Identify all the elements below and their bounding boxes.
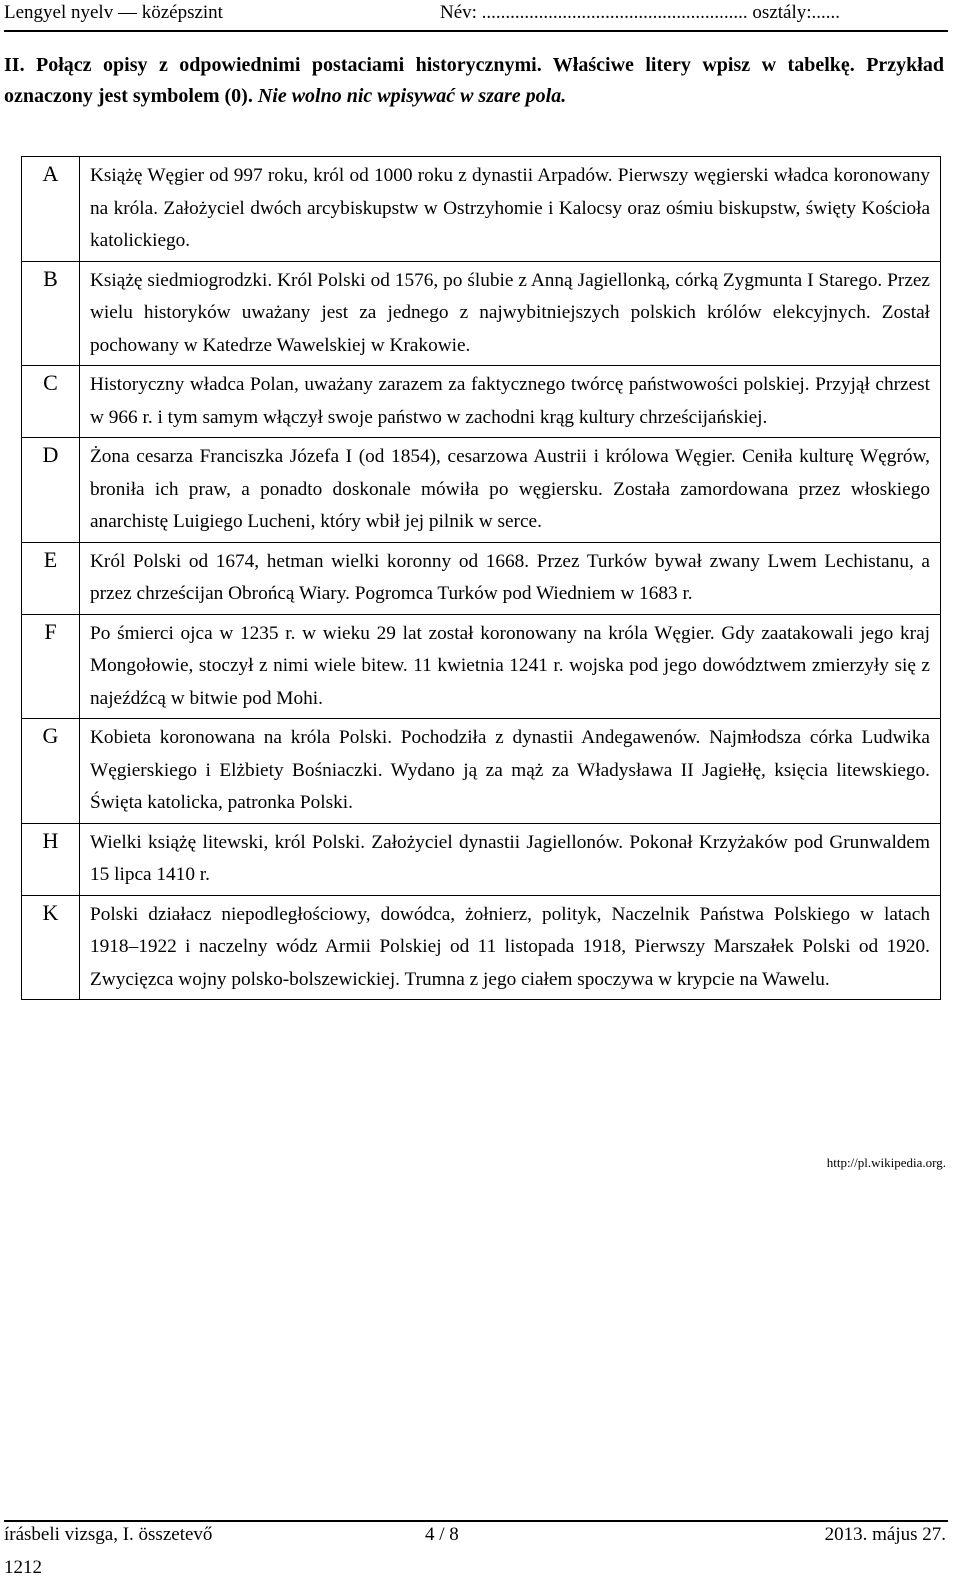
footer-exam-part: írásbeli vizsga, I. összetevő [4, 1524, 213, 1545]
table-row [22, 614, 941, 719]
row-description: Polski działacz niepodległościowy, dowódca, żołnierz, polityk, Naczelnik Państwa Polskiego w latach 1918–1922 i naczelny wódz Armii Polskiej od 11 listopada 1918, Pierwszy Marszałek Polski od 1920. Zwycięzca wojny polsko-bolszewickiej. Trumna z jego ciałem spoczywa w krypcie na Wawelu. [80, 895, 941, 1000]
row-description: Historyczny władca Polan, uważany zarazem za faktycznego twórcę państwowości polskiej. Przyjął chrzest w 966 r. i tym samym włączył swoje państwo w zachodni krąg kultury chrześcijańskiej. [80, 366, 941, 438]
footer-date: 2013. május 27. [824, 1524, 946, 1545]
table-row [22, 542, 941, 614]
page-footer [0, 1524, 960, 1564]
row-description: Żona cesarza Franciszka Józefa I (od 1854), cesarzowa Austrii i królowa Węgier. Ceniła kulturę Węgrów, broniła ich praw, a ponadto doskonale mówiła po węgiersku. Została zamordowana przez włoskiego anarchistę Luigiego Lucheni, który wbił jej pilnik w serce. [80, 438, 941, 543]
instruction-main: II. Połącz opisy z odpowiednimi postaciami historycznymi. Właściwe litery wpisz w tabelkę. Przykład oznaczony jest symbolem (0). [4, 54, 944, 107]
footer-code: 1212 [4, 1557, 42, 1578]
row-letter: H [22, 823, 80, 895]
table-row [22, 823, 941, 895]
row-description: Kobieta koronowana na króla Polski. Pochodziła z dynastii Andegawenów. Najmłodsza córka Ludwika Węgierskiego i Elżbiety Bośniaczki. Wydano ją za mąż za Władysława II Jagiełłę, księcia litewskiego. Święta katolicka, patronka Polski. [80, 719, 941, 824]
row-letter: F [22, 614, 80, 719]
source-link: http://pl.wikipedia.org. [826, 1155, 946, 1170]
row-description: Książę siedmiogrodzki. Król Polski od 1576, po ślubie z Anną Jagiellonką, córką Zygmunta I Starego. Przez wielu historyków uważany jest za jednego z najwybitniejszych polskich królów elekcyjnych. Został pochowany w Katedrze Wawelskiej w Krakowie. [80, 261, 941, 366]
table-row [22, 719, 941, 824]
row-description: Król Polski od 1674, hetman wielki koronny od 1668. Przez Turków bywał zwany Lwem Lechistanu, a przez chrześcijan Obrońcą Wiary. Pogromca Turków pod Wiedniem w 1683 r. [80, 542, 941, 614]
instruction-italic: Nie wolno nic wpisywać w szare pola. [257, 85, 567, 107]
row-letter: A [22, 157, 80, 262]
row-letter: G [22, 719, 80, 824]
table-row [22, 261, 941, 366]
table-row [22, 895, 941, 1000]
footer-divider [4, 1520, 948, 1522]
header-divider [4, 30, 948, 32]
row-letter: B [22, 261, 80, 366]
row-description: Książę Węgier od 997 roku, król od 1000 roku z dynastii Arpadów. Pierwszy węgierski władca koronowany na króla. Założyciel dwóch arcybiskupstw w Ostrzyhomie i Kalocsy oraz ośmiu biskupstw, święty Kościoła katolickiego. [80, 157, 941, 262]
descriptions-table [21, 156, 941, 1000]
task-instruction [4, 50, 944, 112]
row-description: Po śmierci ojca w 1235 r. w wieku 29 lat został koronowany na króla Węgier. Gdy zaatakowali jego kraj Mongołowie, stoczył z nimi wiele bitew. 11 kwietnia 1241 r. wojska pod jego dowództwem zmierzyły się z najeźdźcą w bitwie pod Mohi. [80, 614, 941, 719]
table-row [22, 438, 941, 543]
row-letter: D [22, 438, 80, 543]
table-row [22, 366, 941, 438]
row-letter: K [22, 895, 80, 1000]
footer-page-number: 4 / 8 [425, 1524, 459, 1545]
row-letter: C [22, 366, 80, 438]
row-letter: E [22, 542, 80, 614]
header-subject: Lengyel nyelv — középszint [4, 2, 223, 23]
page-header [0, 0, 960, 34]
header-name-field: Név: ........................................................ osztály:...... [440, 2, 841, 23]
row-description: Wielki książę litewski, król Polski. Założyciel dynastii Jagiellonów. Pokonał Krzyżaków pod Grunwaldem 15 lipca 1410 r. [80, 823, 941, 895]
table-row [22, 157, 941, 262]
